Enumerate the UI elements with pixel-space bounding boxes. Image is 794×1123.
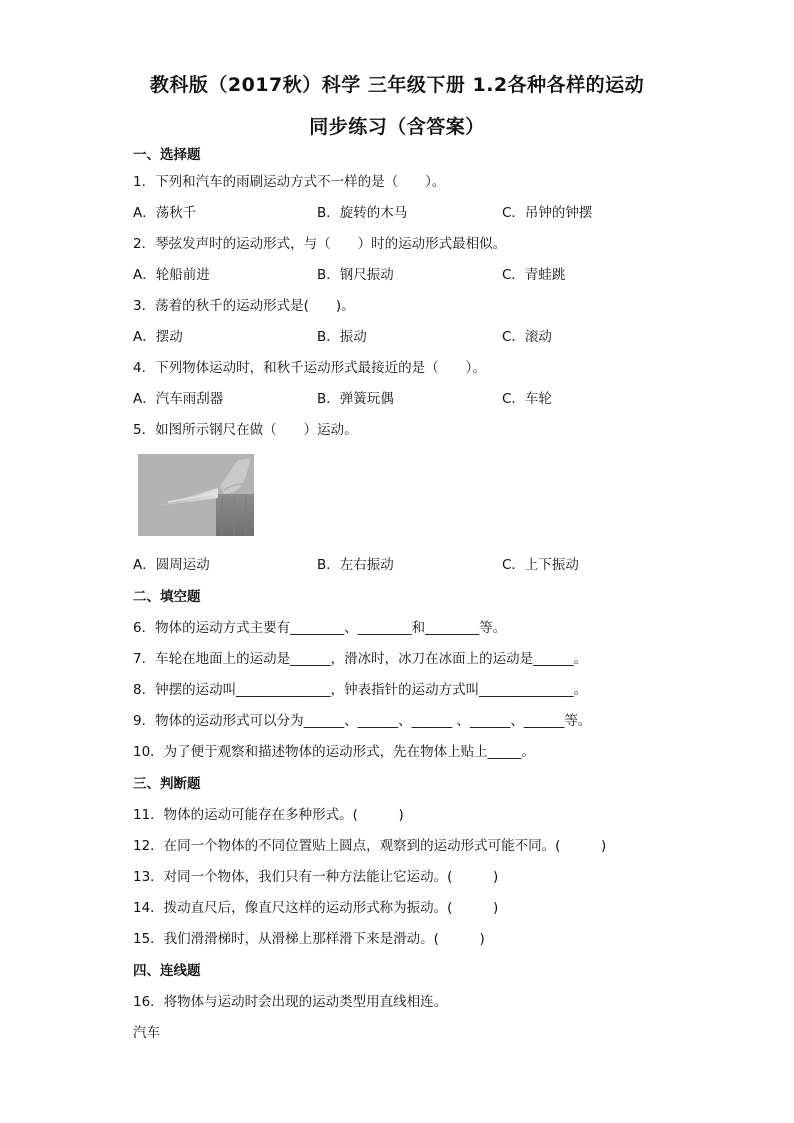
q4-option-b: B．弹簧玩偶 <box>317 391 394 407</box>
question-6: 6．物体的运动方式主要有________、________和________等。 <box>133 620 507 636</box>
section-heading-judge: 三、判断题 <box>133 776 201 792</box>
question-11: 11．物体的运动可能存在多种形式。( ) <box>133 807 404 823</box>
question-5: 5．如图所示钢尺在做（ ）运动。 <box>133 422 358 438</box>
question-8: 8．钟摆的运动叫______________，钟表指针的运动方式叫______________。 <box>133 682 588 698</box>
vibrating-ruler-photo <box>138 454 254 536</box>
question-15: 15．我们滑滑梯时，从滑梯上那样滑下来是滑动。( ) <box>133 931 485 947</box>
q2-option-c: C．青蛙跳 <box>502 267 566 283</box>
q1-option-a: A．荡秋千 <box>133 205 197 221</box>
q1-option-c: C．吊钟的钟摆 <box>502 205 593 221</box>
q2-option-b: B．钢尺振动 <box>317 267 394 283</box>
page-subtitle: 同步练习（含答案） <box>309 116 485 138</box>
q4-option-a: A．汽车雨刮器 <box>133 391 224 407</box>
match-item-car: 汽车 <box>133 1025 160 1041</box>
page-title: 教科版（2017秋）科学 三年级下册 1.2各种各样的运动 <box>149 74 645 96</box>
question-1: 1．下列和汽车的雨刷运动方式不一样的是（ ）。 <box>133 174 446 190</box>
question-4: 4．下列物体运动时，和秋千运动形式最接近的是（ ）。 <box>133 360 486 376</box>
q2-option-a: A．轮船前进 <box>133 267 210 283</box>
question-10: 10．为了便于观察和描述物体的运动形式，先在物体上贴上_____。 <box>133 744 535 760</box>
section-heading-match: 四、连线题 <box>133 963 201 979</box>
question-2: 2．琴弦发声时的运动形式，与（ ）时的运动形式最相似。 <box>133 236 507 252</box>
q5-option-c: C．上下振动 <box>502 557 579 573</box>
q3-option-b: B．振动 <box>317 329 367 345</box>
q5-option-b: B．左右振动 <box>317 557 394 573</box>
question-16: 16．将物体与运动时会出现的运动类型用直线相连。 <box>133 994 448 1010</box>
q1-option-b: B．旋转的木马 <box>317 205 408 221</box>
question-7: 7．车轮在地面上的运动是______，滑冰时，冰刀在冰面上的运动是______。 <box>133 651 588 667</box>
q3-option-c: C．滚动 <box>502 329 552 345</box>
question-3: 3．荡着的秋千的运动形式是( )。 <box>133 298 355 314</box>
section-heading-fill: 二、填空题 <box>133 589 201 605</box>
q4-option-c: C．车轮 <box>502 391 552 407</box>
q5-option-a: A．圆周运动 <box>133 557 210 573</box>
question-9: 9．物体的运动形式可以分为______、______、______ 、______、______等。 <box>133 713 592 729</box>
q3-option-a: A．摆动 <box>133 329 183 345</box>
question-12: 12．在同一个物体的不同位置贴上圆点，观察到的运动形式可能不同。( ) <box>133 838 607 854</box>
question-14: 14．拨动直尺后，像直尺这样的运动形式称为振动。( ) <box>133 900 499 916</box>
section-heading-choice: 一、选择题 <box>133 147 201 163</box>
question-13: 13．对同一个物体，我们只有一种方法能让它运动。( ) <box>133 869 499 885</box>
